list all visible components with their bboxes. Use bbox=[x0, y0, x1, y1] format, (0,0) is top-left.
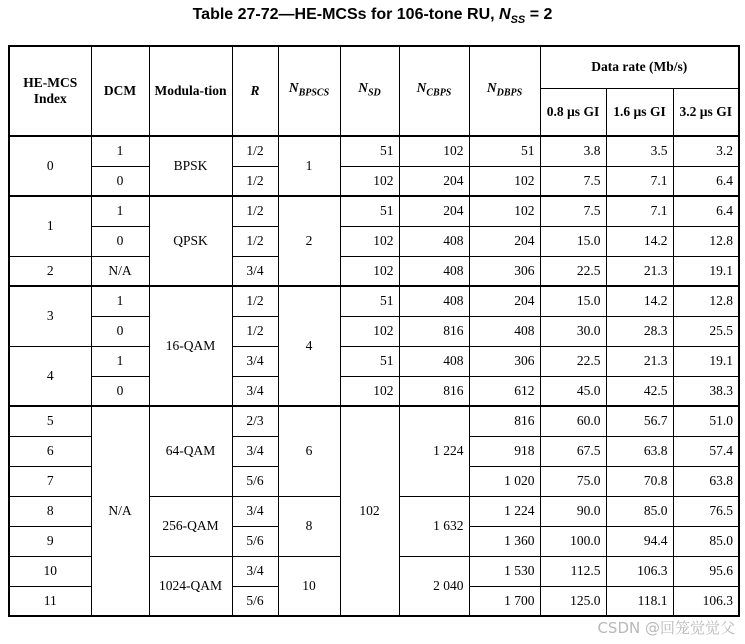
header-nbpscs: $N_{BPSCS}$ bbox=[278, 46, 340, 136]
cell-r: 1/2 bbox=[232, 196, 278, 226]
header-gi-3-2: 3.2 µs GI bbox=[673, 88, 739, 136]
cell-rate-gi-3-2: 76.5 bbox=[673, 496, 739, 526]
cell-ndbps: 1 360 bbox=[469, 526, 540, 556]
cell-mcs: 11 bbox=[9, 586, 91, 616]
cell-r: 1/2 bbox=[232, 286, 278, 316]
cell-rate-gi-1-6: 7.1 bbox=[606, 166, 673, 196]
cell-ndbps: 204 bbox=[469, 286, 540, 316]
cell-modulation: BPSK bbox=[149, 136, 232, 196]
cell-dcm: 1 bbox=[91, 136, 149, 166]
cell-mcs: 9 bbox=[9, 526, 91, 556]
cell-rate-gi-1-6: 7.1 bbox=[606, 196, 673, 226]
cell-rate-gi-3-2: 57.4 bbox=[673, 436, 739, 466]
cell-rate-gi-3-2: 12.8 bbox=[673, 226, 739, 256]
cell-dcm: 0 bbox=[91, 316, 149, 346]
cell-rate-gi-3-2: 12.8 bbox=[673, 286, 739, 316]
cell-r: 3/4 bbox=[232, 256, 278, 286]
cell-rate-gi-3-2: 38.3 bbox=[673, 376, 739, 406]
table-row bbox=[9, 406, 739, 436]
cell-modulation: 16-QAM bbox=[149, 286, 232, 406]
cell-ncbps: 408 bbox=[399, 226, 469, 256]
cell-modulation: 256-QAM bbox=[149, 496, 232, 556]
cell-nsd: 102 bbox=[340, 376, 399, 406]
table-row bbox=[9, 166, 739, 196]
cell-nsd: 102 bbox=[340, 406, 399, 616]
header-dcm: DCM bbox=[91, 46, 149, 136]
cell-modulation: QPSK bbox=[149, 196, 232, 286]
cell-nsd: 102 bbox=[340, 256, 399, 286]
cell-mcs: 8 bbox=[9, 496, 91, 526]
cell-dcm: 0 bbox=[91, 166, 149, 196]
cell-rate-gi-3-2: 63.8 bbox=[673, 466, 739, 496]
title-prefix: Table 27-72—HE-MCSs for 106-tone RU, bbox=[192, 6, 500, 23]
table-row bbox=[9, 226, 739, 256]
header-gi-0-8: 0.8 µs GI bbox=[540, 88, 606, 136]
cell-rate-gi-0-8: 15.0 bbox=[540, 286, 606, 316]
cell-r: 3/4 bbox=[232, 376, 278, 406]
title-suffix: = 2 bbox=[525, 6, 553, 23]
cell-mcs: 0 bbox=[9, 136, 91, 196]
cell-ndbps: 1 530 bbox=[469, 556, 540, 586]
cell-ncbps: 204 bbox=[399, 166, 469, 196]
cell-rate-gi-0-8: 75.0 bbox=[540, 466, 606, 496]
cell-rate-gi-3-2: 19.1 bbox=[673, 256, 739, 286]
cell-ndbps: 1 020 bbox=[469, 466, 540, 496]
cell-mcs: 1 bbox=[9, 196, 91, 256]
cell-rate-gi-0-8: 60.0 bbox=[540, 406, 606, 436]
cell-nsd: 51 bbox=[340, 196, 399, 226]
cell-ndbps: 1 700 bbox=[469, 586, 540, 616]
cell-dcm: 1 bbox=[91, 346, 149, 376]
cell-dcm: N/A bbox=[91, 406, 149, 616]
cell-ndbps: 408 bbox=[469, 316, 540, 346]
cell-nsd: 102 bbox=[340, 226, 399, 256]
cell-r: 3/4 bbox=[232, 346, 278, 376]
title-symbol-sub: SS bbox=[510, 14, 526, 27]
he-mcs-table bbox=[8, 45, 740, 617]
cell-rate-gi-3-2: 85.0 bbox=[673, 526, 739, 556]
cell-rate-gi-3-2: 51.0 bbox=[673, 406, 739, 436]
cell-ncbps: 1 632 bbox=[399, 496, 469, 556]
cell-rate-gi-1-6: 3.5 bbox=[606, 136, 673, 166]
cell-rate-gi-3-2: 95.6 bbox=[673, 556, 739, 586]
cell-rate-gi-3-2: 3.2 bbox=[673, 136, 739, 166]
cell-rate-gi-1-6: 42.5 bbox=[606, 376, 673, 406]
cell-rate-gi-0-8: 67.5 bbox=[540, 436, 606, 466]
cell-rate-gi-0-8: 3.8 bbox=[540, 136, 606, 166]
header-data-rate: Data rate (Mb/s) bbox=[540, 46, 739, 88]
cell-rate-gi-0-8: 112.5 bbox=[540, 556, 606, 586]
cell-rate-gi-1-6: 21.3 bbox=[606, 256, 673, 286]
cell-rate-gi-3-2: 19.1 bbox=[673, 346, 739, 376]
cell-ndbps: 306 bbox=[469, 256, 540, 286]
cell-dcm: 1 bbox=[91, 286, 149, 316]
cell-nbpscs: 10 bbox=[278, 556, 340, 616]
cell-r: 3/4 bbox=[232, 436, 278, 466]
cell-rate-gi-0-8: 125.0 bbox=[540, 586, 606, 616]
cell-mcs: 3 bbox=[9, 286, 91, 346]
cell-r: 3/4 bbox=[232, 556, 278, 586]
cell-rate-gi-3-2: 25.5 bbox=[673, 316, 739, 346]
cell-rate-gi-1-6: 14.2 bbox=[606, 226, 673, 256]
cell-rate-gi-0-8: 90.0 bbox=[540, 496, 606, 526]
cell-r: 5/6 bbox=[232, 586, 278, 616]
cell-ncbps: 408 bbox=[399, 286, 469, 316]
cell-rate-gi-1-6: 94.4 bbox=[606, 526, 673, 556]
cell-ncbps: 204 bbox=[399, 196, 469, 226]
table-row bbox=[9, 196, 739, 226]
cell-rate-gi-1-6: 28.3 bbox=[606, 316, 673, 346]
cell-dcm: 0 bbox=[91, 226, 149, 256]
cell-nbpscs: 6 bbox=[278, 406, 340, 496]
cell-ncbps: 2 040 bbox=[399, 556, 469, 616]
cell-modulation: 64-QAM bbox=[149, 406, 232, 496]
cell-nsd: 51 bbox=[340, 286, 399, 316]
cell-rate-gi-3-2: 6.4 bbox=[673, 196, 739, 226]
cell-mcs: 2 bbox=[9, 256, 91, 286]
cell-nsd: 102 bbox=[340, 166, 399, 196]
cell-ndbps: 306 bbox=[469, 346, 540, 376]
cell-r: 5/6 bbox=[232, 526, 278, 556]
cell-mcs: 6 bbox=[9, 436, 91, 466]
header-ncbps: $N_{CBPS}$ bbox=[399, 46, 469, 136]
cell-r: 1/2 bbox=[232, 166, 278, 196]
cell-modulation: 1024-QAM bbox=[149, 556, 232, 616]
cell-r: 5/6 bbox=[232, 466, 278, 496]
cell-rate-gi-1-6: 21.3 bbox=[606, 346, 673, 376]
cell-r: 1/2 bbox=[232, 316, 278, 346]
cell-rate-gi-1-6: 85.0 bbox=[606, 496, 673, 526]
cell-nbpscs: 2 bbox=[278, 196, 340, 286]
cell-rate-gi-1-6: 63.8 bbox=[606, 436, 673, 466]
cell-rate-gi-0-8: 7.5 bbox=[540, 166, 606, 196]
table-row bbox=[9, 136, 739, 166]
cell-rate-gi-1-6: 106.3 bbox=[606, 556, 673, 586]
cell-ndbps: 918 bbox=[469, 436, 540, 466]
cell-mcs: 10 bbox=[9, 556, 91, 586]
watermark: CSDN @回笼觉觉父 bbox=[597, 619, 735, 637]
table-row bbox=[9, 256, 739, 286]
cell-dcm: 1 bbox=[91, 196, 149, 226]
table-row bbox=[9, 346, 739, 376]
cell-r: 3/4 bbox=[232, 496, 278, 526]
cell-rate-gi-0-8: 30.0 bbox=[540, 316, 606, 346]
header-ndbps: $N_{DBPS}$ bbox=[469, 46, 540, 136]
cell-rate-gi-0-8: 22.5 bbox=[540, 256, 606, 286]
cell-mcs: 4 bbox=[9, 346, 91, 406]
cell-ndbps: 816 bbox=[469, 406, 540, 436]
cell-nsd: 51 bbox=[340, 136, 399, 166]
cell-ndbps: 204 bbox=[469, 226, 540, 256]
table-title bbox=[0, 4, 745, 31]
cell-nbpscs: 4 bbox=[278, 286, 340, 406]
cell-ncbps: 408 bbox=[399, 256, 469, 286]
header-gi-1-6: 1.6 µs GI bbox=[606, 88, 673, 136]
cell-rate-gi-1-6: 56.7 bbox=[606, 406, 673, 436]
table-row bbox=[9, 376, 739, 406]
cell-ncbps: 408 bbox=[399, 346, 469, 376]
header-modulation: Modula-tion bbox=[149, 46, 232, 136]
cell-ndbps: 1 224 bbox=[469, 496, 540, 526]
cell-ncbps: 816 bbox=[399, 376, 469, 406]
cell-ndbps: 102 bbox=[469, 196, 540, 226]
header-nsd: $N_{SD}$ bbox=[340, 46, 399, 136]
cell-nbpscs: 1 bbox=[278, 136, 340, 196]
cell-nbpscs: 8 bbox=[278, 496, 340, 556]
cell-mcs: 7 bbox=[9, 466, 91, 496]
cell-ndbps: 102 bbox=[469, 166, 540, 196]
cell-rate-gi-1-6: 14.2 bbox=[606, 286, 673, 316]
cell-rate-gi-0-8: 45.0 bbox=[540, 376, 606, 406]
cell-rate-gi-3-2: 106.3 bbox=[673, 586, 739, 616]
cell-ncbps: 102 bbox=[399, 136, 469, 166]
cell-rate-gi-0-8: 22.5 bbox=[540, 346, 606, 376]
cell-nsd: 51 bbox=[340, 346, 399, 376]
cell-ndbps: 51 bbox=[469, 136, 540, 166]
table-row bbox=[9, 286, 739, 316]
cell-rate-gi-0-8: 100.0 bbox=[540, 526, 606, 556]
header-mcs-index: HE-MCS Index bbox=[9, 46, 91, 136]
cell-dcm: N/A bbox=[91, 256, 149, 286]
cell-mcs: 5 bbox=[9, 406, 91, 436]
cell-r: 1/2 bbox=[232, 136, 278, 166]
cell-ncbps: 1 224 bbox=[399, 406, 469, 496]
cell-ndbps: 612 bbox=[469, 376, 540, 406]
header-r: R bbox=[232, 46, 278, 136]
cell-r: 1/2 bbox=[232, 226, 278, 256]
cell-r: 2/3 bbox=[232, 406, 278, 436]
cell-rate-gi-0-8: 7.5 bbox=[540, 196, 606, 226]
title-symbol: N bbox=[499, 6, 511, 23]
cell-rate-gi-0-8: 15.0 bbox=[540, 226, 606, 256]
table-row bbox=[9, 316, 739, 346]
cell-dcm: 0 bbox=[91, 376, 149, 406]
cell-rate-gi-1-6: 70.8 bbox=[606, 466, 673, 496]
cell-nsd: 102 bbox=[340, 316, 399, 346]
cell-ncbps: 816 bbox=[399, 316, 469, 346]
cell-rate-gi-3-2: 6.4 bbox=[673, 166, 739, 196]
cell-rate-gi-1-6: 118.1 bbox=[606, 586, 673, 616]
